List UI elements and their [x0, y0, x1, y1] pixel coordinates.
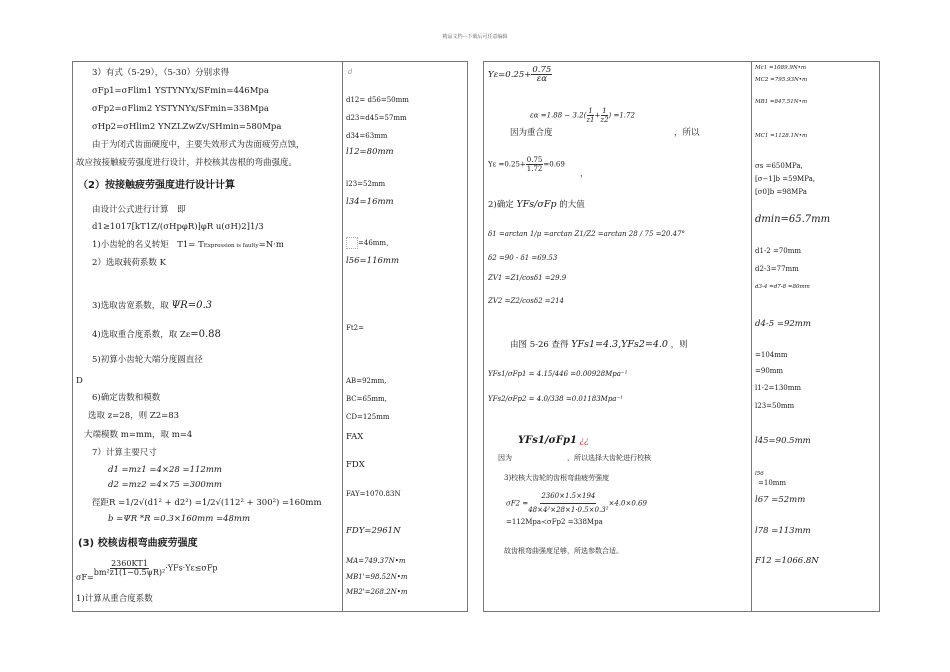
formula-intro: 3）有式（5-29），（5-30）分别求得: [92, 68, 230, 78]
module-choice: 大端模数 m=mm，取 m=4: [84, 430, 193, 440]
so-label: ，所以: [674, 128, 700, 138]
side-d4-5: d4-5 =92mm: [755, 319, 811, 329]
yfs-values: YFs1=4.3,YFs2=4.0: [571, 339, 668, 350]
side-cd: CD=125mm: [346, 413, 390, 421]
side-ab: AB=92mm,: [346, 377, 387, 385]
ea-frac1-den: z1: [586, 116, 595, 124]
paragraph-line-2: 故应按接触疲劳强度进行设计，并校核其齿根的弯曲强度。: [76, 158, 298, 168]
side-d12: d12= d56=50mm: [346, 96, 409, 104]
left-column-divider: [342, 61, 343, 611]
teeth-and-module: 6)确定齿数和模数: [92, 393, 161, 403]
side-mb1: MB1'=98.52N•m: [346, 573, 408, 581]
chart-lookup-label: 由图 5-26 查得: [510, 340, 569, 350]
y-epsilon-fraction: [531, 66, 552, 83]
face-width: b =ΨR *R =0.3×160mm =48mm: [108, 514, 251, 524]
bending-formula-fraction: [94, 560, 165, 577]
sigma-f2-calc: [506, 490, 647, 517]
side-l23: l23=52mm: [346, 180, 386, 188]
side-d2-3: d2-3=77mm: [755, 265, 799, 273]
side-104: =104mm: [755, 351, 788, 359]
teeth-choice: 选取 z=28，则 Z2=83: [88, 411, 180, 421]
side-fdy: FDY=2961N: [346, 526, 401, 536]
ratio-comparison-sign: ¿¿: [579, 436, 589, 446]
ratio-comparison: [518, 436, 589, 446]
choose-large-gear: ，所以选择大齿轮进行校核: [567, 454, 651, 462]
bending-formula-lhs: σF=: [76, 572, 94, 582]
determine-step: [488, 200, 585, 210]
sf2-lhs: σF2 =: [506, 499, 529, 508]
ea-frac1: [586, 107, 594, 124]
design-formula: d1≥1017[kT1Z/(σHpφR)]φR u(σH)2]1/3: [92, 222, 264, 232]
contact-ratio-label-right: 因为重合度: [510, 128, 553, 138]
side-l45-right: l45=90.5mm: [755, 436, 811, 446]
bending-formula-denominator: bm²z1(1−0.5ψR)²: [93, 568, 166, 577]
side-l56-label: l56: [755, 471, 764, 477]
side-mb2: MB2'=268.2N•m: [346, 588, 408, 596]
nominal-torque-unit: =N·m: [258, 240, 284, 250]
bending-formula-rhs: ·YFs·Yε≤σFp: [165, 563, 218, 573]
sf2-den: 48×4²×28×1·0.5×0.3²: [528, 506, 609, 514]
cone-distance: 徑距R =1/2√(d1² + d2²) =1/2√(112² + 300²) =160mm: [92, 498, 322, 508]
y-epsilon-num: 0.75: [532, 65, 552, 75]
side-sigma-s: σs =650MPa,: [755, 162, 803, 170]
because-label: 因为: [498, 454, 512, 462]
conclusion: 故齿根弯曲强度足够，所选参数合适。: [504, 547, 623, 555]
side-d34: d34=63mm: [346, 132, 388, 140]
ye-calc-num: 0.75: [526, 156, 543, 164]
determine-label: 2)确定: [488, 200, 514, 210]
sf2-tail: ×4.0×0.69: [608, 499, 647, 508]
chart-lookup: [510, 340, 688, 350]
contact-ratio-step: 1)计算从重合度系数: [76, 594, 153, 604]
l45-placeholder-icon: [346, 237, 358, 249]
side-sigma-minus1: [σ−1]b =59MPa,: [755, 175, 815, 183]
initial-diameter: 5)初算小齿轮大端分度圆直径: [92, 355, 203, 365]
epsilon-alpha-formula: [530, 107, 635, 124]
side-fax: FAX: [346, 432, 364, 442]
width-factor: [92, 301, 212, 311]
side-d: d: [348, 68, 353, 76]
y-epsilon-den: εα: [536, 74, 547, 84]
side-ma: MA=749.37N•m: [346, 557, 406, 565]
side-l67: l67 =52mm: [755, 495, 806, 505]
sf2-num: 2360×1.5×194: [540, 490, 596, 504]
ye-calc-result: =0.69: [543, 160, 565, 169]
side-bc: BC=65mm,: [346, 395, 387, 403]
side-l56: l56=116mm: [346, 256, 400, 266]
side-l78: l78 =113mm: [755, 526, 811, 536]
side-l1-2: l1-2=130mm: [755, 384, 802, 392]
side-mb1-right: MB1 =847.51N•m: [755, 99, 808, 105]
sigma-f2-result: =112Mpa≺σFp2 =338Mpa: [506, 518, 603, 526]
bending-formula-numerator: 2360KT1: [111, 559, 148, 568]
right-table-frame: [483, 61, 880, 612]
y-epsilon-calc: [488, 156, 565, 173]
comma-1: ，: [580, 169, 589, 179]
yfs-sigma-ratio: YFs/σFp: [516, 199, 557, 210]
side-90: =90mm: [755, 367, 784, 375]
side-l45: [346, 237, 393, 249]
contact-ratio-value: =0.88: [190, 329, 221, 340]
nominal-torque: [92, 240, 284, 251]
sigma-hp2: σHp2=σHlim2 YNZLZwZv/SHmin=580Mpa: [92, 122, 282, 132]
side-d1-2: d1-2 =70mm: [755, 247, 802, 255]
ea-frac2-den: z2: [600, 116, 609, 124]
ratio-comparison-expr: YFs1/σFp1: [518, 435, 577, 446]
ratio-2: YFs2/σFp2 = 4.0/338 =0.01183Mpa⁻¹: [488, 395, 623, 403]
y-epsilon-formula: [488, 66, 552, 83]
side-d3-4: d3-4 =d7-8 =80mm: [755, 284, 810, 290]
section-heading-2: （2）按接触疲劳强度进行设计计算: [78, 180, 235, 191]
ratio-1: YFs1/σFp1 = 4.15/446 =0.00928Mpa⁻¹: [488, 370, 628, 378]
ea-frac2-num: 1: [602, 107, 607, 115]
delta1-calc: δ1 =arctan 1/μ =arctan Z1/Z2 =arctan 28 / 75 =20.47°: [488, 230, 686, 238]
nominal-torque-label: 1)小齿轮的名义转矩 T1= T: [92, 240, 204, 250]
ea-result: ) =1.72: [608, 111, 635, 120]
side-ft2: Ft2=: [346, 324, 364, 332]
determine-suffix: 的大值: [559, 200, 585, 210]
side-fay: FAY=1070.83N: [346, 490, 401, 498]
side-l23-right: l23=50mm: [755, 402, 795, 410]
sigma-fp1: σFp1=σFlim1 YSTYNYx/SFmin=446Mpa: [92, 86, 269, 96]
ea-frac1-num: 1: [588, 107, 593, 115]
contact-ratio-factor: [92, 330, 221, 340]
contact-ratio-label: 4)选取重合度系数，取 Zε: [92, 330, 191, 340]
paragraph-line-1: 由于为闭式齿面硬度中，主要失效形式为齿面疲劳点蚀，: [92, 140, 305, 150]
side-dmin: dmin=65.7mm: [755, 214, 831, 225]
side-mc2: MC2 =795.93N•m: [755, 77, 808, 83]
d1-calc: d1 =mz1 =4×28 =112mm: [108, 465, 222, 475]
d2-calc: d2 =mz2 =4×75 =300mm: [108, 480, 222, 490]
ye-calc-lhs: Yε =0.25+: [488, 160, 526, 169]
sigma-fp2: σFp2=σFlim2 YSTYNYx/SFmin=338Mpa: [92, 104, 269, 114]
section-heading-3: (3) 校核齿根弯曲疲劳强度: [78, 538, 198, 549]
load-factor: 2）选取载荷系数 K: [92, 258, 166, 268]
side-l45-value: =46mm，: [358, 239, 394, 247]
side-l34: l34=16mm: [346, 197, 394, 207]
side-mc1: MC1 =1128.1N•m: [755, 133, 808, 139]
ea-plus: +: [594, 111, 601, 120]
expression-error: Expression is faulty: [203, 243, 259, 249]
delta2-calc: δ2 =90 - δ1 =69.53: [488, 254, 558, 262]
side-l12: l12=80mm: [346, 147, 394, 157]
diameter-symbol: D: [76, 376, 83, 386]
side-fdx: FDX: [346, 460, 365, 470]
side-d23: d23=d45=57mm: [346, 114, 407, 122]
right-column-divider: [751, 61, 752, 611]
bending-formula: [76, 559, 218, 582]
sf2-fraction: [528, 490, 608, 517]
chart-lookup-then: ，则: [670, 340, 688, 350]
design-formula-intro: 由设计公式进行计算 即: [92, 205, 186, 215]
width-factor-label: 3)选取齿宽系数，取: [92, 301, 169, 311]
zv1-calc: ZV1 =Z1/cosδ1 =29.9: [488, 274, 567, 282]
main-dimensions: 7）计算主要尺寸: [92, 448, 157, 458]
y-epsilon-lhs: Yε=0.25+: [488, 70, 532, 80]
ye-calc-den: 1.72: [526, 165, 543, 173]
ea-part1: εα =1.88 − 3.2(: [530, 111, 587, 120]
ye-calc-fraction: [526, 156, 544, 173]
side-l56-value: =10mm: [758, 479, 787, 487]
page-header: 精品文档---下载后可任意编辑: [442, 34, 508, 40]
ea-frac2: [600, 107, 608, 124]
check-large-gear: 3)校核大齿轮的齿根弯曲疲劳强度: [504, 474, 610, 482]
zv2-calc: ZV2 =Z2/cosδ2 =214: [488, 297, 564, 305]
side-mc1-top: Mc1 =1089.9N•m: [755, 65, 807, 71]
width-factor-value: ΨR=0.3: [171, 300, 213, 311]
side-f12: F12 =1066.8N: [755, 556, 819, 566]
side-sigma-0: [σ0]b =98MPa: [755, 188, 807, 196]
